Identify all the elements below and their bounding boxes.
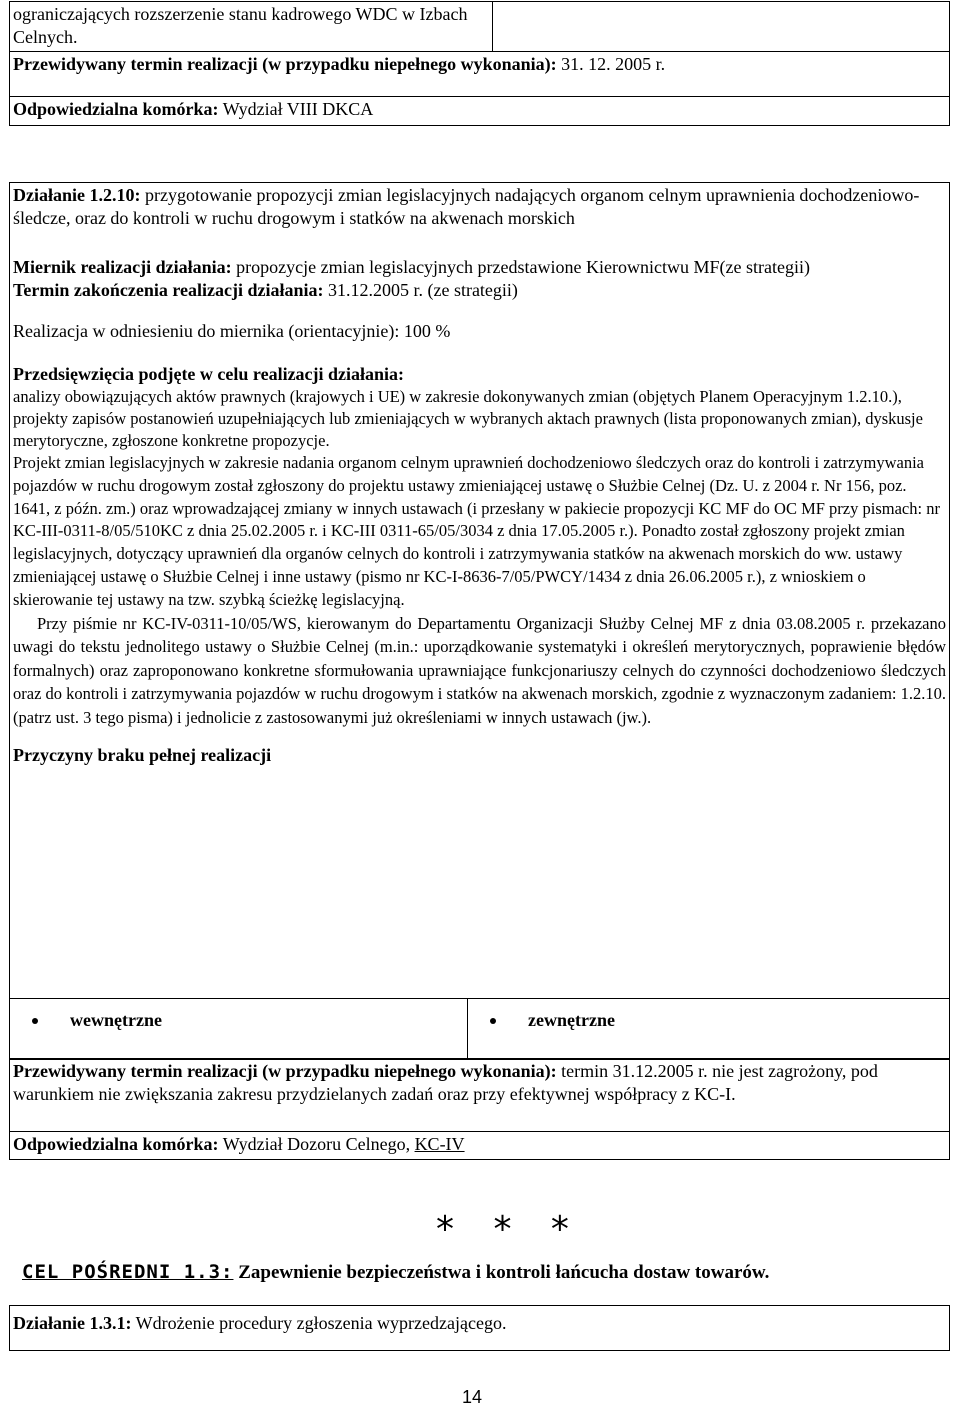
reasons-external-cell — [468, 999, 950, 1060]
undertakings-p3: Przy piśmie nr KC-IV-0311-10/05/WS, kierowanym do Departamentu Organizacji Służby Celnej MF z dnia 03.08.2005 r. przekazano uwagi do tekstu jednolitego ustawy o Służbie Celnej (m.in.: uporządkowanie systematyki i określeń merytorycznych, poprawienie błędów formalnych) oraz zaproponowano konkretne sformułowania uprawniające funkcjonariuszy celnych do czynności dochodzeniowo śledczych oraz do kontroli i zatrzymywania pojazdów w ruchu drogowym i statków na akwenach morskich, zgodnie z wyznaczonym zadaniem: 1.2.10. (patrz ust. 3 tego pisma) i jednolicie z zastosowanymi już określeniami w innych ustawach (jw.). — [13, 613, 946, 727]
next-action-box — [9, 1305, 950, 1351]
next-action-cell — [10, 1306, 950, 1351]
action-label: Działanie 1.2.10: — [13, 185, 141, 205]
action-paragraph — [13, 184, 946, 230]
separator-stars: * * * — [436, 1209, 583, 1250]
top-table — [9, 1, 950, 126]
unit-code: KC-IV — [414, 1134, 465, 1154]
top-table-row3 — [10, 97, 950, 126]
measure-label: Miernik realizacji działania: — [13, 257, 232, 277]
deadline-label: Termin zakończenia realizacji działania: — [13, 280, 324, 300]
term-label: Przewidywany termin realizacji (w przypadku niepełnego wykonania): — [13, 1061, 557, 1081]
undertakings-p1: analizy obowiązujących aktów prawnych (krajowych i UE) w zakresie dokonywanych zmian (objętych Planem Operacyjnym 1.2.10.), projekty zapisów postanowień uzupełniających lub zmieniających w wybranych aktach prawnych (lista proponowanych zmian), dyskusje merytoryczne, zgłoszone konkretne propozycje. — [13, 387, 923, 450]
reasons-internal-cell — [10, 999, 468, 1060]
reasons-internal: wewnętrzne — [70, 1010, 162, 1030]
row3-value: Wydział VIII DKCA — [218, 99, 374, 119]
bottom-table — [9, 1058, 950, 1160]
row3-label: Odpowiedzialna komórka: — [13, 99, 219, 119]
unit-label: Odpowiedzialna komórka: — [13, 1134, 219, 1154]
bottom-table-row2 — [10, 1132, 950, 1160]
deadline-paragraph — [13, 279, 946, 302]
row1-text: ograniczających rozszerzenie stanu kadrowego WDC w Izbach Celnych. — [13, 4, 468, 47]
row2-value: 31. 12. 2005 r. — [556, 54, 666, 74]
unit-text: Wydział Dozoru Celnego, — [218, 1134, 415, 1154]
reasons-table — [9, 998, 950, 1060]
intermediate-goal — [22, 1261, 769, 1284]
bullet-icon — [32, 1018, 38, 1024]
measure-text: propozycje zmian legislacyjnych przedstawione Kierownictwu MF(ze strategii) — [231, 257, 810, 277]
action-text: przygotowanie propozycji zmian legislacyjnych nadających organom celnym uprawnienia dochodzeniowo-śledcze, oraz do kontroli w ruchu drogowym i statków na akwenach morskich — [13, 185, 920, 228]
next-action-text: Wdrożenie procedury zgłoszenia wyprzedzającego. — [131, 1313, 507, 1333]
top-table-row1-left — [10, 2, 493, 52]
bottom-table-row1 — [10, 1059, 950, 1132]
term-text: termin 31.12.2005 r. nie jest zagrożony, pod warunkiem nie zwiększania zakresu przydzielanych zadań oraz przy efektywnej współpracy z KC-I. — [13, 1061, 878, 1104]
action-box — [9, 182, 950, 999]
undertakings-heading: Przedsięwzięcia podjęte w celu realizacji działania: — [13, 364, 405, 384]
goal-label: CEL POŚREDNI 1.3: — [22, 1261, 234, 1283]
undertakings-p2: Projekt zmian legislacyjnych w zakresie nadania organom celnym uprawnień dochodzeniowo śledczych oraz do kontroli i zatrzymywania pojazdów w ruchu drogowym został zgłoszony do projektu ustawy zmieniającej ustawę o Służbie Celnej (Dz. U. z 2004 r. Nr 156, poz. 1641, z późn. zm.) oraz wprowadzającej zmiany w innych ustawach (i przesłany w pakiecie propozycji KC MF do OC MF przy pismach: nr KC-III-0311-8/05/510KC z dnia 25.02.2005 r. i KC-III 0311-65/05/3034 z dnia 17.05.2005 r.). Ponadto został zgłoszony projekt zmian legislacyjnych, dotyczący uprawnień dla organów celnych do kontroli i zatrzymywania statków na akwenach morskich do ww. ustawy zmieniającej ustawę o Służbie Celnej i inne ustawy (pismo nr KC-I-8636-7/05/PWCY/1434 z dnia 26.06.2005 r.), z wnioskiem o skierowanie tej ustawy na tzw. szybką ścieżkę legislacyjną. — [13, 453, 940, 609]
reasons-external: zewnętrzne — [528, 1010, 615, 1030]
page-number: 14 — [462, 1387, 483, 1407]
deadline-text: 31.12.2005 r. (ze strategii) — [323, 280, 518, 300]
reasons-heading: Przyczyny braku pełnej realizacji — [13, 744, 272, 765]
row2-label: Przewidywany termin realizacji (w przypadku niepełnego wykonania): — [13, 54, 557, 74]
measure-paragraph — [13, 256, 946, 279]
bullet-icon — [490, 1018, 496, 1024]
next-action-label: Działanie 1.3.1: — [13, 1313, 132, 1333]
top-table-row1-right — [493, 2, 950, 52]
goal-text: Zapewnienie bezpieczeństwa i kontroli łańcucha dostaw towarów. — [233, 1262, 770, 1283]
action-box-cell — [10, 183, 950, 999]
top-table-row2 — [10, 52, 950, 97]
realization-paragraph: Realizacja w odniesieniu do miernika (orientacyjnie): 100 % — [13, 321, 451, 341]
